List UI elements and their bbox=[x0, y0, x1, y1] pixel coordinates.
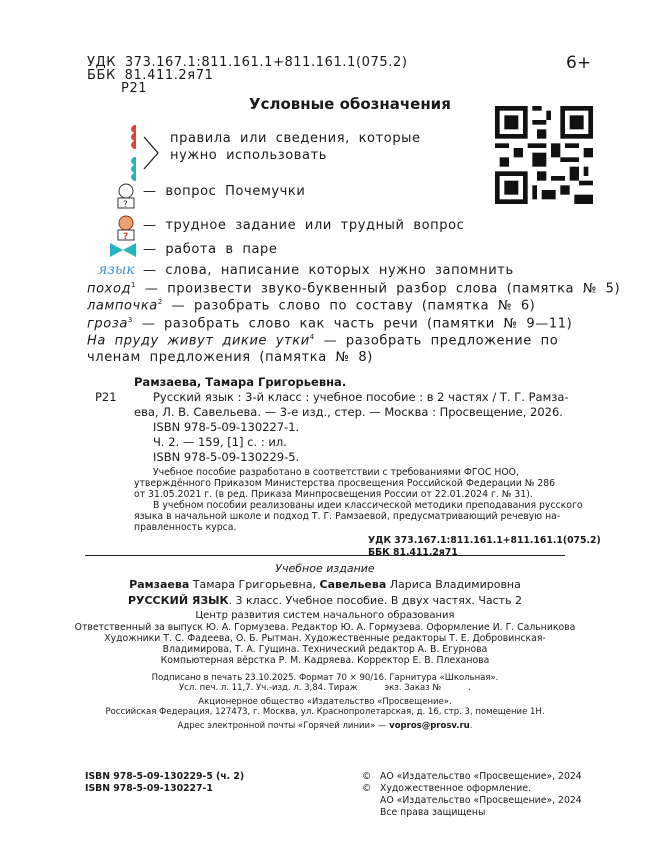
example-desc-cont: членам предложения (памятка № 8) bbox=[87, 350, 373, 365]
footnote-mark: 3 bbox=[127, 316, 133, 324]
dictionary-word-icon: язык bbox=[98, 262, 135, 278]
hard-task-icon bbox=[114, 214, 138, 242]
footnote-mark: 4 bbox=[309, 333, 315, 341]
example-word: поход bbox=[87, 281, 132, 297]
publisher-name: Акционерное общество «Издательство «Просвещение». bbox=[198, 697, 452, 707]
legend-title: Условные обозначения bbox=[249, 95, 451, 113]
copyright-line: АО «Издательство «Просвещение», 2024 bbox=[380, 795, 582, 806]
rule-marks-icon bbox=[122, 123, 162, 185]
footer-isbn: ISBN 978-5-09-130227-1 bbox=[85, 783, 213, 794]
example-desc: — разобрать предложение по bbox=[314, 333, 559, 349]
biblio-code: Р21 bbox=[95, 390, 117, 404]
biblio-line: Русский язык : 3-й класс : учебное пособие : в 2 частях / Т. Г. Рамза- bbox=[153, 390, 569, 404]
biblio-isbn: ISBN 978-5-09-130229-5. bbox=[153, 450, 300, 464]
credits-line: Компьютерная вёрстка Р. М. Кадряева. Корректор Е. В. Плеханова bbox=[160, 655, 490, 666]
copyright-line: Художественное оформление. bbox=[380, 783, 532, 794]
author-name: Лариса Владимировна bbox=[386, 578, 521, 591]
biblio-isbn: ISBN 978-5-09-130227-1. bbox=[153, 420, 300, 434]
qr-code bbox=[495, 106, 593, 204]
credits-line: Владимирова, Т. А. Гущина. Технический редактор А. В. Егурнова bbox=[162, 644, 488, 655]
biblio-note: В учебном пособии реализованы идеи классической методики преподавания русского bbox=[153, 500, 583, 511]
example-desc: — произвести звуко-буквенный разбор слова (памятка № 5) bbox=[136, 281, 621, 297]
rights-reserved: Все права защищены bbox=[380, 807, 486, 818]
example-word: гроза bbox=[87, 316, 128, 332]
edition-center: Центр развития систем начального образования bbox=[195, 610, 455, 621]
example-word: На пруду живут дикие утки bbox=[87, 333, 310, 349]
footnote-mark: 1 bbox=[131, 281, 137, 289]
legend-words-text: — слова, написание которых нужно запомнить bbox=[143, 263, 514, 278]
email-link[interactable]: vopros@prosv.ru bbox=[389, 721, 470, 731]
credits-line: Ответственный за выпуск Ю. А. Гормузева. Редактор Ю. А. Гормузева. Оформление И. Г. Сальникова bbox=[74, 622, 576, 633]
email-end: . bbox=[469, 721, 473, 731]
legend-why-text: — вопрос Почемучки bbox=[143, 184, 306, 199]
biblio-udk: УДК 373.167.1:811.161.1+811.161.1(075.2) bbox=[368, 535, 601, 546]
legend-pair-text: — работа в паре bbox=[143, 242, 278, 257]
book-subtitle: . 3 класс. Учебное пособие. В двух частях. Часть 2 bbox=[228, 594, 523, 607]
bbk-value: 81.411.2я71 bbox=[124, 68, 214, 83]
example-word: лампочка bbox=[87, 298, 158, 314]
copyright-icon: © bbox=[362, 783, 372, 794]
legend-hard-text: — трудное задание или трудный вопрос bbox=[143, 218, 465, 233]
pochemuchka-icon bbox=[114, 182, 138, 210]
biblio-note: правленность курса. bbox=[134, 522, 237, 533]
email-label: Адрес электронной почты «Горячей линии» — bbox=[177, 721, 390, 731]
biblio-part: Ч. 2. — 159, [1] с. : ил. bbox=[153, 435, 287, 449]
biblio-note: языка в начальной школе и подход Т. Г. Рамзаевой, предусматривающий речевую на- bbox=[134, 511, 561, 522]
bbk-label: ББК bbox=[87, 68, 116, 83]
example-desc: — разобрать слово как часть речи (памятки № 9—11) bbox=[132, 316, 573, 332]
legend-rules-text-2: нужно использовать bbox=[170, 148, 328, 163]
biblio-note: от 31.05.2021 г. (в ред. Приказа Минпросвещения России от 22.01.2024 г. № 31). bbox=[134, 489, 533, 500]
pair-work-icon bbox=[110, 243, 136, 257]
footnote-mark: 2 bbox=[157, 298, 163, 306]
biblio-note: утверждённого Приказом Министерства просвещения Российской Федерации № 286 bbox=[134, 478, 556, 489]
biblio-note: Учебное пособие разработано в соответствии с требованиями ФГОС НОО, bbox=[153, 467, 519, 478]
credits-line: Художники Т. С. Фадеева, О. Б. Рытман. Художественные редакторы Т. Е. Добровинская- bbox=[104, 633, 546, 644]
author-name: Тамара Григорьевна, bbox=[189, 578, 320, 591]
biblio-line: ева, Л. В. Савельева. — 3-е изд., стер. — Москва : Просвещение, 2026. bbox=[134, 405, 563, 419]
copyright-line: АО «Издательство «Просвещение», 2024 bbox=[380, 771, 582, 782]
author-code: Р21 bbox=[121, 81, 148, 96]
print-info: Подписано в печать 23.10.2025. Формат 70 × 90/16. Гарнитура «Школьная». bbox=[151, 673, 499, 683]
book-title: РУССКИЙ ЯЗЫК bbox=[127, 594, 229, 607]
biblio-author: Рамзаева, Тамара Григорьевна. bbox=[134, 375, 347, 389]
bbk-line bbox=[87, 68, 213, 83]
author-surname: Рамзаева bbox=[129, 578, 190, 591]
legend-rules-text: правила или сведения, которые bbox=[170, 131, 421, 146]
footer-isbn: ISBN 978-5-09-130229-5 (ч. 2) bbox=[85, 771, 245, 782]
edition-type: Учебное издание bbox=[275, 562, 375, 575]
author-surname: Савельева bbox=[319, 578, 387, 591]
print-info: Усл. печ. л. 11,7. Уч.-изд. л. 3,84. Тираж экз. Заказ № . bbox=[178, 683, 472, 693]
biblio-bbk: ББК 81.411.2я71 bbox=[368, 547, 458, 558]
udk-value: 373.167.1:811.161.1+811.161.1(075.2) bbox=[124, 55, 408, 70]
age-rating: 6+ bbox=[566, 53, 592, 73]
divider bbox=[85, 555, 565, 556]
svg-text:?: ? bbox=[123, 200, 128, 210]
udk-label: УДК bbox=[87, 55, 117, 70]
example-desc: — разобрать слово по составу (памятка № 6) bbox=[162, 298, 536, 314]
copyright-icon: © bbox=[362, 771, 372, 782]
publisher-address: Российская Федерация, 127473, г. Москва, ул. Краснопролетарская, д. 16, стр. 3, помещение 1Н. bbox=[105, 707, 545, 717]
svg-text:?: ? bbox=[123, 232, 129, 242]
